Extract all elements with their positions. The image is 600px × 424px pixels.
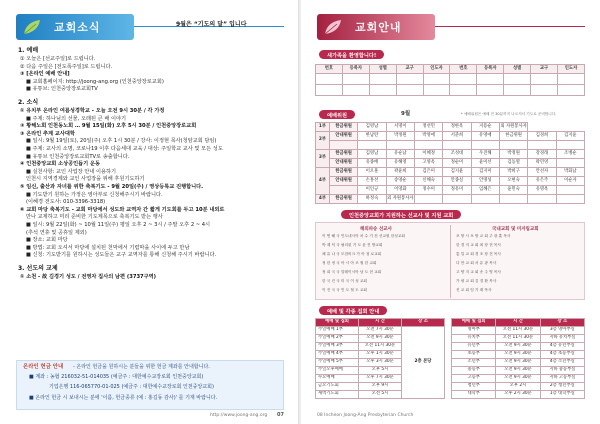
schedule-service: 대학부 <box>452 391 496 399</box>
schedule-header-cell: 시 간 <box>496 319 540 327</box>
usher-name: 임혜은 <box>471 186 499 195</box>
schedule-time: 오전 5시 <box>359 391 402 399</box>
usher-name: 박정원 <box>386 132 414 141</box>
schedule-time: 오후 2시 <box>496 383 540 391</box>
usher-role: 안내위원 <box>330 177 358 186</box>
usher-name: 김동열 <box>499 159 527 168</box>
welcome-empty-cell <box>450 74 477 85</box>
usher-name: 박희구 <box>499 168 527 177</box>
right-header-bar <box>317 14 435 40</box>
announcement-line: (추석 연휴 및 공휴일 제외) <box>26 229 87 236</box>
mission-divider <box>450 225 451 298</box>
mission-left-row: 박 재 덕 국 필리핀 기 도 윤 진 방교회 <box>322 243 383 247</box>
announcement-line: ■ 장소: 교회 마당 <box>26 237 68 244</box>
usher-name: 우진해 <box>471 150 499 159</box>
usher-name: 정유미 <box>443 186 471 195</box>
schedule-service: 중등부 <box>452 367 496 375</box>
schedule-place: 지하 유치부실 <box>540 335 584 343</box>
usher-name: 송영순 <box>386 177 414 186</box>
usher-name: 안종실 <box>443 177 471 186</box>
welcome-header-cell: 등록자 <box>477 65 504 74</box>
usher-name: 곽민영 <box>528 159 556 168</box>
usher-name: 박영애 <box>414 132 442 141</box>
announcement-line: ■ 방법: 교회 오셔서 마당에 설치된 천막에서 기렴막을 사이에 두고 만남 <box>26 244 190 251</box>
theme-banner: 9월은 “기도의 달” 입니다 <box>176 21 247 28</box>
usher-role: 한금위원 <box>330 168 358 177</box>
schedule-service: 주일예배 3부 <box>316 343 359 351</box>
schedule-time: 오후 1시 30분 <box>359 351 402 359</box>
usher-name: 외 자원봉사자 <box>499 123 527 132</box>
usher-name: 서준희 <box>443 132 471 141</box>
schedule-service: 수요예배 <box>316 375 359 383</box>
welcome-empty-cell <box>504 74 531 85</box>
mission-right-row: 포 항 시 포 항 교 회 주 광 훈 목사 <box>456 234 511 238</box>
welcome-header-cell: 인도자 <box>423 65 450 74</box>
welcome-empty-cell <box>423 74 450 85</box>
schedule-header-cell: 시 간 <box>359 319 402 327</box>
schedule-time: 오전 9시 30분 <box>496 359 540 367</box>
usher-name <box>471 141 499 150</box>
welcome-empty-cell <box>558 74 585 85</box>
usher-name: 안명성 <box>471 177 499 186</box>
mission-left-row: 정 한 정 국 아 시 아 조 철 한 교회 <box>322 261 377 265</box>
usher-service-label: 3부 <box>316 150 330 168</box>
announcement-line: 인천시 지역경제와 교인 사업장을 위해 후원기도하기 <box>26 176 145 183</box>
usher-name: 유순남 <box>386 150 414 159</box>
announcement-line: ■ 실천사항: 교인 사업장 안내 이용하기 <box>26 168 117 175</box>
usher-name <box>528 195 556 204</box>
online-offering-line: 기업은행 116-065770-01-025 (예금주 : 대한예수교장로회 인천중앙교회) <box>49 384 214 390</box>
usher-name: 곽윤희 <box>386 168 414 177</box>
schedule-service: 주일예배 1부 <box>316 327 359 335</box>
mission-right-head: 국내교회 및 미자립교회 <box>492 227 539 232</box>
leaf-icon <box>321 16 349 38</box>
usher-name: 정수미 <box>414 186 442 195</box>
schedule-service: 영아부 <box>452 327 496 335</box>
schedule-title: 예배 및 각종 집회 안내 <box>319 306 387 315</box>
usher-name: 이인규 <box>358 186 386 195</box>
schedule-table-school <box>451 318 585 399</box>
schedule-place: 4층 유년부실 <box>540 343 584 351</box>
schedule-service: 주일예배 4부 <box>316 351 359 359</box>
schedule-time: 오전 9시 30분 <box>496 367 540 375</box>
usher-service-label: 4부 <box>316 195 330 204</box>
announcement-line: ⑤ 임신, 출산과 자녀를 위한 축복기도 - 9월 20일(주) / 영상등록교 진행합니다. <box>20 184 204 190</box>
usher-name: 신해숙 <box>414 177 442 186</box>
schedule-time: 오후 7시 30분 <box>359 375 402 383</box>
usher-role: 한금위원 <box>330 123 358 132</box>
announcement-line: ■ 신청: 기도받기를 원하시는 성도들은 교구 교역자를 통해 신청해 주시기 바랍니다. <box>26 252 217 259</box>
usher-name: 안선자 <box>528 168 556 177</box>
schedule-time: 오전 7시 30분 <box>359 327 402 335</box>
usher-name <box>443 141 471 150</box>
announcement-line: ① 유치부 온라인 여름성경학교 - 오늘 오전 9시 30분 / 각 가정 <box>20 108 165 114</box>
announcement-line: ⑥ 교회 마당 축복기도 - 교회 마당에서 성도와 교역자 간 짧게 기도회를 두고 10분 내외로 <box>20 206 225 213</box>
announcement-line: ① 오늘은 [선교주일]로 드립니다. <box>20 56 96 62</box>
usher-name: 김영남 <box>358 150 386 159</box>
schedule-time: 오후 5시 <box>359 367 402 375</box>
usher-note: * 예배위원은 예배 전 30분까지 나오셔서 기도로 준비합니다. <box>461 112 557 116</box>
announcement-line: ■ 유튜브: 인천중앙장로교회TV <box>26 86 98 93</box>
usher-name: 유해영 <box>386 159 414 168</box>
announcement-line: ■ 기도받기 원하는 가정은 영아부로 신청해주시기 바랍니다. <box>26 191 163 198</box>
usher-role <box>330 186 358 195</box>
usher-name <box>556 186 584 195</box>
welcome-header-cell: 교구 <box>396 65 423 74</box>
mission-right-row: 고 양 지 교 회 송 주 영 목사 <box>456 270 501 274</box>
mission-left-row: 이 진 국 국 인 도 철 도 교회 <box>322 288 367 292</box>
usher-name <box>358 141 386 150</box>
schedule-time: 오전 9시 30분 <box>359 335 402 343</box>
usher-name <box>499 195 527 204</box>
welcome-empty-cell <box>450 85 477 96</box>
welcome-empty-cell <box>369 74 396 85</box>
schedule-service: 고등부 <box>452 375 496 383</box>
schedule-time: 오후 3시 30분 <box>359 359 402 367</box>
welcome-empty-cell <box>342 74 369 85</box>
usher-name: 서명이 <box>386 123 414 132</box>
usher-name: 이영화 <box>386 186 414 195</box>
usher-name: 정순미 <box>443 159 471 168</box>
usher-name <box>386 141 414 150</box>
welcome-empty-cell <box>396 74 423 85</box>
usher-role: 한금위원 <box>330 195 358 204</box>
schedule-service: 청년부 <box>452 383 496 391</box>
mission-right-row: 통 일 교 회 경 조 장 전 목사 <box>456 252 501 256</box>
usher-role: 한금위원 <box>330 150 358 159</box>
schedule-service: 주일예배 2부 <box>316 335 359 343</box>
schedule-table-main <box>315 318 445 399</box>
mission-right-row: 진 교 회 임 기 재 목사 <box>456 288 492 292</box>
usher-name: 김경희 <box>528 132 556 141</box>
schedule-header-cell: 예배 및 집회 <box>316 319 359 327</box>
online-offering-line: ■ 계좌 : 농협 216032-51-014035 (예금주 : 대한예수교장로회 인천중앙교회) <box>29 374 204 380</box>
mission-title: 인천중앙교회가 지원하는 선교사 및 지원 교회 <box>341 210 461 219</box>
schedule-time: 오전 11시 30분 <box>496 335 540 343</box>
usher-name: 지용순 <box>471 123 499 132</box>
usher-name: 한남탄 <box>358 132 386 141</box>
usher-name: 한금위원 <box>499 132 527 141</box>
welcome-empty-cell <box>477 74 504 85</box>
mission-left-row: 채 유 나 국 모잠비크 가 아 청 로교회 <box>322 252 382 256</box>
usher-name <box>499 141 527 150</box>
usher-name: 강경래 <box>528 150 556 159</box>
usher-title: 예배위원 <box>319 110 355 119</box>
section-title: 3. 선도의 교제 <box>18 265 58 272</box>
usher-service-label: 4부 <box>316 168 330 195</box>
online-offering-line: ■ 온라인 헌금 시 보내시는 분에 '이름, 헌금종류 (예 : 홍길동 감사)' 를 기재 바랍니다. <box>29 395 218 401</box>
usher-role: 안내위원 <box>330 132 358 141</box>
usher-name: 이순자 <box>556 177 584 186</box>
schedule-place: 4층 초등부실 <box>540 351 584 359</box>
leaf-icon <box>20 16 48 38</box>
schedule-place: 지하 고등부실 <box>540 375 584 383</box>
usher-name: 고영옥 <box>414 159 442 168</box>
schedule-service: 주일오후예배 <box>316 367 359 375</box>
left-header-title: 교회소식 <box>54 21 101 34</box>
welcome-empty-cell <box>558 85 585 96</box>
usher-name: 이혜정 <box>414 150 442 159</box>
schedule-service: 주일예배 5부 <box>316 359 359 367</box>
usher-name: 조병순 <box>556 150 584 159</box>
welcome-empty-cell <box>504 85 531 96</box>
usher-name <box>528 141 556 150</box>
usher-name: 김지윤 <box>443 168 471 177</box>
schedule-service: 유치부 <box>452 335 496 343</box>
usher-name: 손홍선 <box>358 177 386 186</box>
online-offering-line: - 온라인 헌금을 원하시는 분들을 위한 헌금 계좌를 안내합니다. <box>73 364 210 370</box>
usher-name <box>556 141 584 150</box>
announcement-line: ■ 주제: 교사의 소명, 코로나19 이후 다음세대 교육 / 대상: 주일학교 교사 및 모든 성도 <box>26 146 223 152</box>
usher-name: 정한옥 <box>443 123 471 132</box>
usher-name <box>414 141 442 150</box>
schedule-time: 오전 9시 30분 <box>496 351 540 359</box>
mission-right-row: 다 만 교 회 서 유 광 목사 <box>456 261 497 265</box>
welcome-header-cell: 교구 <box>531 65 558 74</box>
announcement-line: ③ 온라인 추계 교사대학 <box>20 130 75 137</box>
usher-name: 정선민 <box>414 123 442 132</box>
schedule-service: 초등부 <box>452 351 496 359</box>
usher-name: 조성대 <box>443 150 471 159</box>
new-family-table <box>315 64 585 96</box>
schedule-service: 금요기도회 <box>316 383 359 391</box>
mission-left-row: 이 연 해 국 인도네시아 차 수 기 천 선교원 한성교회 <box>322 234 405 238</box>
schedule-time: 오전 11시 30분 <box>496 327 540 335</box>
usher-role: 안내위원 <box>330 159 358 168</box>
welcome-empty-cell <box>423 85 450 96</box>
section-title: 1. 예배 <box>18 47 39 54</box>
welcome-header-cell: 등록자 <box>342 65 369 74</box>
right-header-line <box>435 26 585 27</box>
announcement-line: ■ 교회홈페이지: http://joong-ang.org (인천중앙장로교회) <box>26 78 164 85</box>
welcome-empty-cell <box>396 85 423 96</box>
announcement-line: ② 다음 주일은 [전도폭주일]로 드립니다. <box>20 63 113 70</box>
right-footer: 08 Incheon Joong-Ang Presbyterian Church <box>317 413 414 418</box>
usher-name: 유종배 <box>358 159 386 168</box>
announcement-line: 만나 교제하고 미리 준비한 기도제목으로 축복기도 받는 행사 <box>26 214 163 221</box>
welcome-empty-cell <box>342 85 369 96</box>
announcement-line: ■ 유튜브 인천중앙장로교회TV로 송출합니다. <box>26 153 130 160</box>
usher-name: 김영남 <box>358 123 386 132</box>
usher-name: 외 자원봉사자 <box>386 195 414 204</box>
announcement-line: ② 황해노회 인천동노회 … 9월 15일(화) 오후 5시 30분 / 인천중앙장로교회 <box>20 123 197 130</box>
welcome-empty-cell <box>477 85 504 96</box>
schedule-service: 소년부 <box>452 359 496 367</box>
schedule-time: 오전 9시 30분 <box>496 375 540 383</box>
schedule-place: 1층 대학부실 <box>540 391 584 399</box>
usher-name: 김지윤 <box>556 132 584 141</box>
right-header-title: 교회안내 <box>355 21 402 34</box>
schedule-time: 오후 9시 <box>359 383 402 391</box>
announcement-line: ■ 일시: 9월 19일(토), 20일(주) 오후 1시 30분 / 강사: 이정현 목사(청암교회 담임) <box>26 138 217 145</box>
schedule-place: 2층 청년부실 <box>540 383 584 391</box>
mission-left-head: 해외파송 선교사 <box>360 227 392 232</box>
schedule-time: 오전 11시 30분 <box>359 343 402 351</box>
usher-name <box>556 195 584 204</box>
mission-left-row: 한 국 진 국 미 국 이 성 교회 <box>322 279 367 283</box>
usher-name: 윤미선 <box>471 159 499 168</box>
online-offering-title: 온라인 헌금 안내 <box>23 364 64 370</box>
usher-name: 박화남 <box>556 168 584 177</box>
right-page <box>301 0 600 424</box>
usher-name: 유영애 <box>471 132 499 141</box>
left-page-number: 07 <box>277 412 284 418</box>
usher-name: 오현숙 <box>499 177 527 186</box>
usher-name: 하정숙 <box>358 195 386 204</box>
welcome-title: 새가족을 환영합니다! <box>319 50 384 59</box>
schedule-place: 4층 소년부실 <box>540 359 584 367</box>
usher-name <box>443 195 471 204</box>
usher-name <box>414 195 442 204</box>
schedule-header-cell: 예배 및 집회 <box>452 319 496 327</box>
usher-name: 유명옥 <box>528 186 556 195</box>
schedule-place: 2층 본당 <box>402 327 445 399</box>
schedule-place: 지하 중등부실 <box>540 367 584 375</box>
announcement-line: ③ [온라인 예배 안내] <box>20 71 70 78</box>
left-footer-url: http://www.joong-ang.org <box>210 413 268 418</box>
mission-right-row: 가 평 교 회 김 경 환 목사 <box>456 279 497 283</box>
welcome-empty-cell <box>531 85 558 96</box>
usher-role <box>330 141 358 150</box>
schedule-header-cell: 장 소 <box>402 319 445 327</box>
schedule-service: 유년부 <box>452 343 496 351</box>
welcome-empty-cell <box>316 85 343 96</box>
schedule-time: 오후 2시 30분 <box>496 391 540 399</box>
usher-name <box>471 195 499 204</box>
usher-service-label: 1부 <box>316 123 330 132</box>
mission-panel <box>315 222 585 300</box>
announcement-line: ■ 일시: 9월 22일(화) ~ 10월 11일(주) 평일 오후 2 ~ 3시 / 주말 오후 2 ~ 4시 <box>26 222 211 228</box>
welcome-header-cell: 번호 <box>450 65 477 74</box>
schedule-place: 3층 영아부실 <box>540 327 584 335</box>
usher-name: 윤민숙 <box>499 186 527 195</box>
welcome-header-cell: 성별 <box>369 65 396 74</box>
welcome-header-cell: 번호 <box>316 65 343 74</box>
schedule-time: 오전 9시 30분 <box>496 343 540 351</box>
announcement-line: ④ 인천중앙교회 소상공인돕기 운동 <box>20 161 100 168</box>
usher-name: 김지미 <box>471 168 499 177</box>
welcome-empty-cell <box>531 74 558 85</box>
section-title: 2. 소식 <box>18 99 39 106</box>
usher-month: 9월 <box>401 111 411 117</box>
usher-name: 김은미 <box>414 168 442 177</box>
mission-left-row: 정 희 국 국 말레이시아 남 도 현 교회 <box>322 270 382 274</box>
usher-table <box>315 122 585 204</box>
left-header-bar <box>16 14 134 40</box>
usher-name: 유은주 <box>528 177 556 186</box>
welcome-header-cell: 인도자 <box>558 65 585 74</box>
announcement-line: ① 소천 - 故 김경기 성도 / 전영자 집사의 남편 (3737구역) <box>20 274 157 280</box>
announcement-line: ■ 주제: 하나님의 선물, 오래된 큰 배 이야기 <box>26 115 127 122</box>
welcome-empty-cell <box>316 74 343 85</box>
welcome-empty-cell <box>369 85 396 96</box>
online-offering-box <box>16 360 284 410</box>
schedule-service: 새벽기도회 <box>316 391 359 399</box>
announcement-line: (이혜경 전도사: 010-3396-3318) <box>26 199 106 206</box>
usher-service-label: 2부 <box>316 132 330 150</box>
usher-name: 박정원 <box>499 150 527 159</box>
schedule-header-cell: 장 소 <box>540 319 584 327</box>
left-page <box>0 0 299 424</box>
usher-name: 이오훈 <box>358 168 386 177</box>
usher-name <box>556 159 584 168</box>
mission-right-row: 한 경 지 교 회 최 장 현 목사 <box>456 243 501 247</box>
welcome-header-cell: 성별 <box>504 65 531 74</box>
